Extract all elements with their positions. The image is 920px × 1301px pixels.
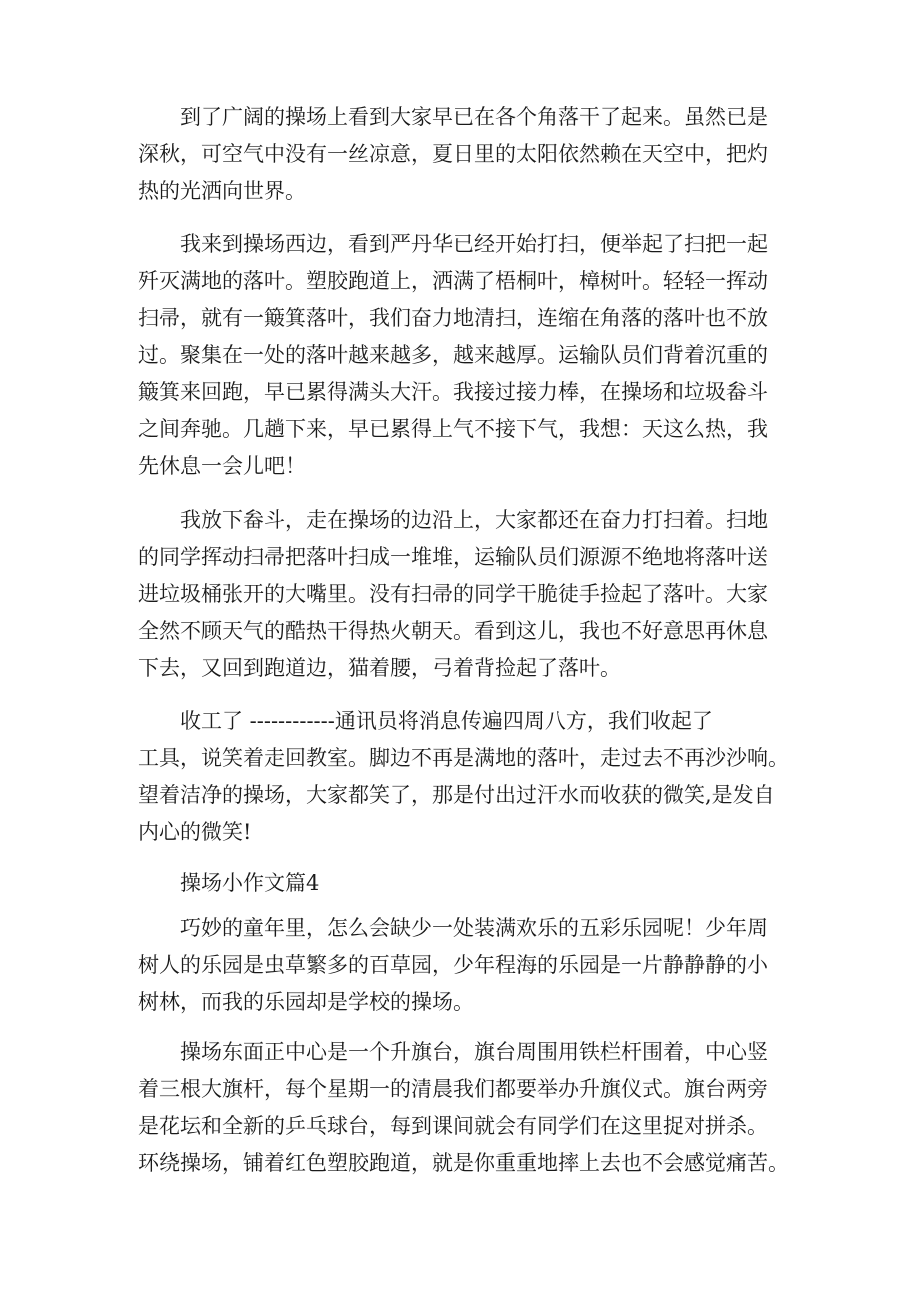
section-heading bbox=[138, 865, 793, 902]
section-heading-text: 操场小作文篇4 bbox=[180, 871, 320, 895]
paragraph-line: 簸箕来回跑，早已累得满头大汗。我接过接力棒，在操场和垃圾畚斗 bbox=[138, 380, 768, 404]
paragraph-line: 全然不顾天气的酷热干得热火朝天。看到这儿，我也不好意思再休息 bbox=[138, 619, 768, 643]
paragraph-line: 到了广阔的操场上看到大家早已在各个角落干了起来。虽然已是 bbox=[180, 105, 768, 129]
paragraph-line: 巧妙的童年里，怎么会缺少一处装满欢乐的五彩乐园呢！少年周 bbox=[180, 916, 768, 940]
paragraph-line: 热的光洒向世界。 bbox=[138, 179, 306, 203]
paragraph-line: 先休息一会儿吧！ bbox=[138, 454, 306, 478]
paragraph-line: 的同学挥动扫帚把落叶扫成一堆堆，运输队员们源源不绝地将落叶送 bbox=[138, 545, 768, 569]
paragraph-line: 望着洁净的操场，大家都笑了，那是付出过汗水而收获的微笑,是发自 bbox=[138, 783, 775, 807]
paragraph-line: 环绕操场，铺着红色塑胶跑道，就是你重重地摔上去也不会感觉痛苦。 bbox=[138, 1151, 789, 1175]
paragraph-line: 收工了 ------------通讯员将消息传遍四周八方，我们收起了 bbox=[180, 709, 713, 733]
paragraph-line: 工具，说笑着走回教室。脚边不再是满地的落叶，走过去不再沙沙响。 bbox=[138, 746, 789, 770]
paragraph-line: 深秋，可空气中没有一丝凉意，夏日里的太阳依然赖在天空中，把灼 bbox=[138, 142, 768, 166]
paragraph-line: 歼灭满地的落叶。塑胶跑道上，洒满了梧桐叶，樟树叶。轻轻一挥动 bbox=[138, 269, 768, 293]
paragraph-1 bbox=[138, 99, 793, 210]
paragraph-line: 树人的乐园是虫草繁多的百草园，少年程海的乐园是一片静静静的小 bbox=[138, 953, 768, 977]
paragraph-line: 树林，而我的乐园却是学校的操场。 bbox=[138, 990, 474, 1014]
paragraph-line: 下去，又回到跑道边，猫着腰，弓着背捡起了落叶。 bbox=[138, 656, 621, 680]
paragraph-line: 着三根大旗杆，每个星期一的清晨我们都要举办升旗仪式。旗台两旁 bbox=[138, 1077, 768, 1101]
paragraph-5 bbox=[138, 910, 793, 1021]
paragraph-3 bbox=[138, 502, 793, 687]
paragraph-line: 我放下畚斗，走在操场的边沿上，大家都还在奋力打扫着。扫地 bbox=[180, 508, 768, 532]
paragraph-line: 进垃圾桶张开的大嘴里。没有扫帚的同学干脆徒手捡起了落叶。大家 bbox=[138, 582, 768, 606]
paragraph-line: 内心的微笑! bbox=[138, 820, 252, 844]
paragraph-4 bbox=[138, 703, 793, 851]
paragraph-line: 扫帚，就有一簸箕落叶，我们奋力地清扫，连缩在角落的落叶也不放 bbox=[138, 306, 768, 330]
paragraph-line: 过。聚集在一处的落叶越来越多，越来越厚。运输队员们背着沉重的 bbox=[138, 343, 768, 367]
paragraph-line: 是花坛和全新的乒乓球台，每到课间就会有同学们在这里捉对拼杀。 bbox=[138, 1114, 768, 1138]
paragraph-6 bbox=[138, 1034, 793, 1182]
paragraph-line: 我来到操场西边，看到严丹华已经开始打扫，便举起了扫把一起 bbox=[180, 232, 768, 256]
paragraph-line: 之间奔驰。几趟下来，早已累得上气不接下气，我想：天这么热，我 bbox=[138, 417, 768, 441]
paragraph-line: 操场东面正中心是一个升旗台，旗台周围用铁栏杆围着，中心竖 bbox=[180, 1040, 768, 1064]
paragraph-2 bbox=[138, 226, 793, 485]
